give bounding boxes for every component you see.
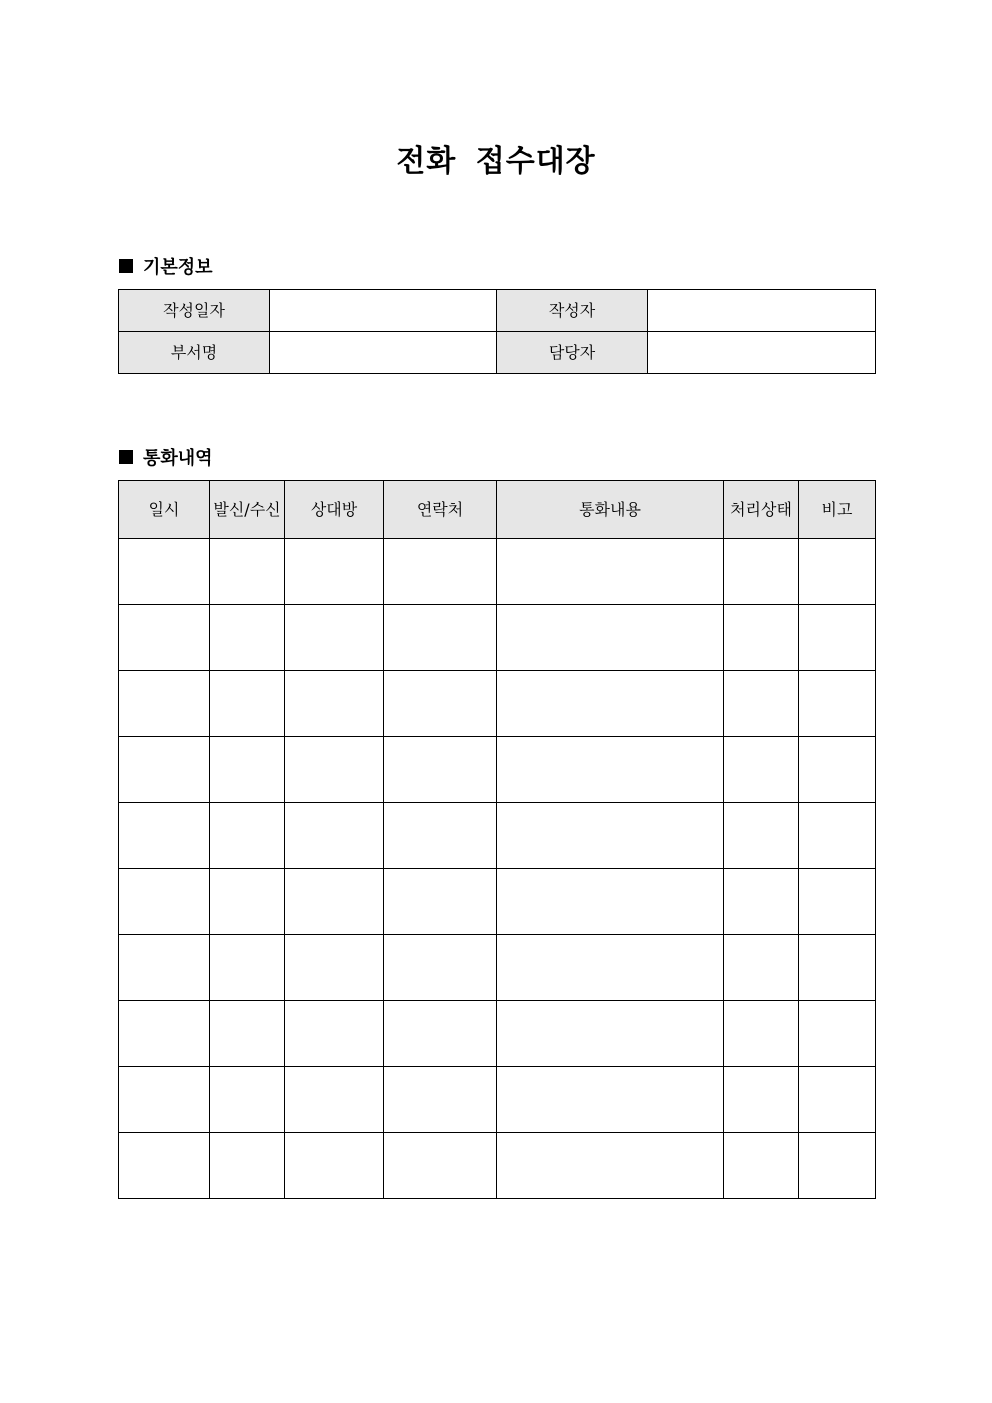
- square-bullet-icon: [119, 259, 133, 273]
- status-cell[interactable]: [724, 1001, 799, 1067]
- status-cell[interactable]: [724, 671, 799, 737]
- notes-cell[interactable]: [799, 1067, 876, 1133]
- party-cell[interactable]: [285, 605, 384, 671]
- notes-cell[interactable]: [799, 1133, 876, 1199]
- call-log-table: [118, 480, 876, 1199]
- datetime-cell[interactable]: [119, 737, 210, 803]
- datetime-cell[interactable]: [119, 935, 210, 1001]
- direction-cell[interactable]: [210, 605, 285, 671]
- datetime-cell[interactable]: [119, 1001, 210, 1067]
- contact-cell[interactable]: [384, 737, 497, 803]
- column-header-datetime: 일시: [119, 481, 210, 539]
- content-cell[interactable]: [497, 869, 724, 935]
- square-bullet-icon: [119, 450, 133, 464]
- column-header-status: 처리상태: [724, 481, 799, 539]
- notes-cell[interactable]: [799, 605, 876, 671]
- party-cell[interactable]: [285, 869, 384, 935]
- status-cell[interactable]: [724, 539, 799, 605]
- table-row: [119, 1133, 876, 1199]
- author-field[interactable]: [648, 290, 876, 332]
- party-cell[interactable]: [285, 1133, 384, 1199]
- direction-cell[interactable]: [210, 671, 285, 737]
- status-cell[interactable]: [724, 605, 799, 671]
- contact-cell[interactable]: [384, 935, 497, 1001]
- page-title: 전화 접수대장: [396, 144, 596, 179]
- notes-cell[interactable]: [799, 1001, 876, 1067]
- department-label: 부서명: [119, 332, 270, 374]
- party-cell[interactable]: [285, 803, 384, 869]
- contact-cell[interactable]: [384, 869, 497, 935]
- status-cell[interactable]: [724, 935, 799, 1001]
- datetime-cell[interactable]: [119, 1133, 210, 1199]
- direction-cell[interactable]: [210, 737, 285, 803]
- status-cell[interactable]: [724, 737, 799, 803]
- department-field[interactable]: [270, 332, 497, 374]
- created-date-field[interactable]: [270, 290, 497, 332]
- column-header-notes: 비고: [799, 481, 876, 539]
- column-header-direction: 발신/수신: [210, 481, 285, 539]
- table-row: [119, 869, 876, 935]
- table-row: [119, 539, 876, 605]
- party-cell[interactable]: [285, 539, 384, 605]
- datetime-cell[interactable]: [119, 671, 210, 737]
- content-cell[interactable]: [497, 803, 724, 869]
- section-basic-info-heading: [119, 253, 213, 279]
- section-call-log-heading: [119, 444, 213, 470]
- section-basic-info-label: 기본정보: [143, 257, 213, 278]
- notes-cell[interactable]: [799, 803, 876, 869]
- status-cell[interactable]: [724, 1133, 799, 1199]
- table-row: [119, 1067, 876, 1133]
- column-header-party: 상대방: [285, 481, 384, 539]
- datetime-cell[interactable]: [119, 605, 210, 671]
- direction-cell[interactable]: [210, 869, 285, 935]
- section-call-log-label: 통화내역: [143, 448, 213, 469]
- table-row: [119, 935, 876, 1001]
- party-cell[interactable]: [285, 1067, 384, 1133]
- call-log-header-row: [119, 481, 876, 539]
- content-cell[interactable]: [497, 1067, 724, 1133]
- basic-info-row: [119, 332, 876, 374]
- manager-label: 담당자: [497, 332, 648, 374]
- datetime-cell[interactable]: [119, 1067, 210, 1133]
- table-row: [119, 1001, 876, 1067]
- party-cell[interactable]: [285, 737, 384, 803]
- content-cell[interactable]: [497, 671, 724, 737]
- direction-cell[interactable]: [210, 803, 285, 869]
- notes-cell[interactable]: [799, 539, 876, 605]
- datetime-cell[interactable]: [119, 803, 210, 869]
- table-row: [119, 737, 876, 803]
- table-row: [119, 671, 876, 737]
- notes-cell[interactable]: [799, 737, 876, 803]
- content-cell[interactable]: [497, 1133, 724, 1199]
- content-cell[interactable]: [497, 737, 724, 803]
- basic-info-table: [118, 289, 876, 374]
- direction-cell[interactable]: [210, 935, 285, 1001]
- contact-cell[interactable]: [384, 539, 497, 605]
- direction-cell[interactable]: [210, 539, 285, 605]
- content-cell[interactable]: [497, 539, 724, 605]
- author-label: 작성자: [497, 290, 648, 332]
- content-cell[interactable]: [497, 935, 724, 1001]
- status-cell[interactable]: [724, 803, 799, 869]
- direction-cell[interactable]: [210, 1133, 285, 1199]
- party-cell[interactable]: [285, 935, 384, 1001]
- basic-info-row: [119, 290, 876, 332]
- manager-field[interactable]: [648, 332, 876, 374]
- status-cell[interactable]: [724, 869, 799, 935]
- notes-cell[interactable]: [799, 671, 876, 737]
- party-cell[interactable]: [285, 671, 384, 737]
- content-cell[interactable]: [497, 1001, 724, 1067]
- direction-cell[interactable]: [210, 1067, 285, 1133]
- notes-cell[interactable]: [799, 869, 876, 935]
- contact-cell[interactable]: [384, 803, 497, 869]
- datetime-cell[interactable]: [119, 539, 210, 605]
- column-header-content: 통화내용: [497, 481, 724, 539]
- table-row: [119, 803, 876, 869]
- contact-cell[interactable]: [384, 671, 497, 737]
- status-cell[interactable]: [724, 1067, 799, 1133]
- column-header-contact: 연락처: [384, 481, 497, 539]
- contact-cell[interactable]: [384, 605, 497, 671]
- table-row: [119, 605, 876, 671]
- content-cell[interactable]: [497, 605, 724, 671]
- contact-cell[interactable]: [384, 1067, 497, 1133]
- notes-cell[interactable]: [799, 935, 876, 1001]
- created-date-label: 작성일자: [119, 290, 270, 332]
- direction-cell[interactable]: [210, 1001, 285, 1067]
- contact-cell[interactable]: [384, 1133, 497, 1199]
- contact-cell[interactable]: [384, 1001, 497, 1067]
- datetime-cell[interactable]: [119, 869, 210, 935]
- party-cell[interactable]: [285, 1001, 384, 1067]
